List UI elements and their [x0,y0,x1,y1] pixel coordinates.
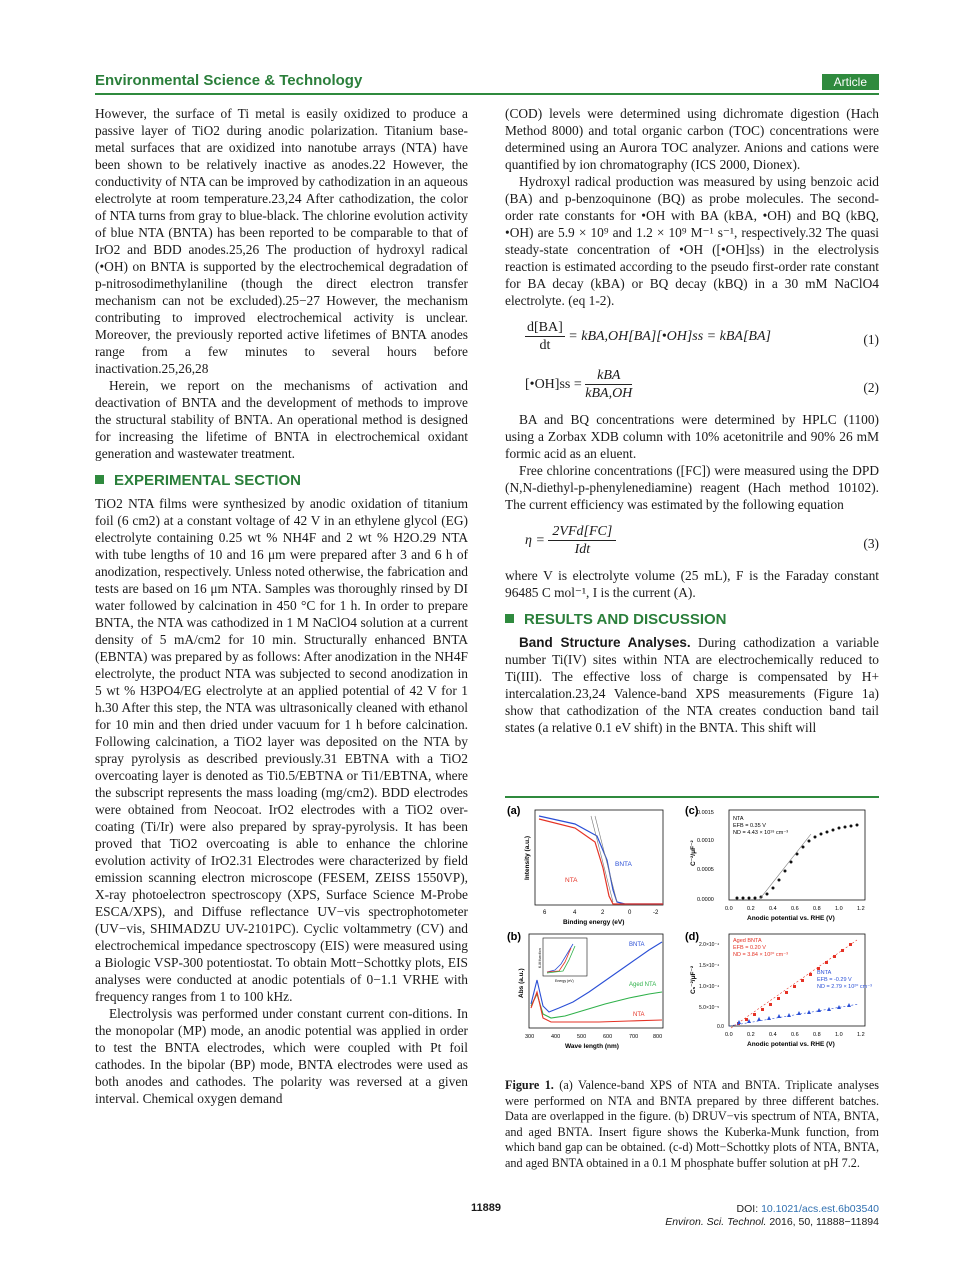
annotation: EFB = 0.35 V [733,823,766,829]
tick: 0.0000 [697,897,714,903]
tick: 0.6 [791,906,799,912]
tick: 0.6 [791,1032,799,1038]
equation-number: (2) [863,380,879,395]
citation-journal: Environ. Sci. Technol. [665,1216,767,1228]
tick: 1.0×10⁻⁴ [699,984,720,990]
doi-label: DOI: [736,1203,759,1215]
x-axis-label: Wave length (nm) [565,1043,619,1050]
annotation: EFB = -0.29 V [817,977,852,983]
eq2-numerator: kBA [585,367,632,385]
panel-b-label: (b) [507,931,522,943]
tick: 1.0 [835,1032,843,1038]
eq2-denominator: kBA,OH [585,386,633,401]
legend-nta: NTA [633,1012,645,1018]
tick: 0.4 [769,1032,777,1038]
tick: 0.8 [813,1032,821,1038]
figure-1 [505,800,879,1062]
paragraph: Electrolysis was performed under constant current con-ditions. In the monopolar (MP) mode, an anodic potential was applied in order to test the BNTA electrodes, which were coupled with Pt foil cathodes. In the bipolar (BP) mode, BNTA electrodes were used as both anodes and cathodes. The polarity was reversed at a given interval. Chemical oxygen demand [95,1006,468,1106]
annotation: NTA [733,816,744,822]
eq1-numerator: d[BA] [527,320,563,335]
right-column [505,105,879,736]
tick: 0.4 [769,906,777,912]
panel-d-label: (d) [685,931,700,943]
eq1-rhs: = kBA,OH[BA][•OH]ss = kBA[BA] [568,329,771,344]
left-column [95,105,468,1107]
eq2-lhs: [•OH]ss = [525,377,582,392]
caption-text: (a) Valence-band XPS of NTA and BNTA. Triplicate analyses were performed on NTA and BNTA prepared by three different batches. Data are overlapped in the figure. (b) DRUV−vis spectrum of NTA, BNTA, and aged BNTA. Insert figure shows the Kuberka-Munk function, from which band gap can be obtained. (c-d) Mott−Schottky plots of NTA, BNTA, and aged BNTA obtained in a 0.1 M phosphate buffer solution at pH 7.2. [505,1078,879,1170]
legend-aged: Aged NTA [629,982,657,988]
page-number: 11889 [471,1202,501,1214]
journal-name: Environmental Science & Technology [95,72,363,89]
equation-number: (1) [863,332,879,347]
panel-c [690,810,865,922]
y-axis-label: C⁻²/μF⁻² [690,840,697,866]
tick: 0.8 [813,906,821,912]
tick: 0.2 [747,906,755,912]
annotation: ND = 4.43 × 10¹⁹ cm⁻³ [733,830,789,836]
eq1-denominator: dt [539,338,551,353]
tick: 0 [628,910,632,916]
tick: 1.2 [857,906,865,912]
tick: 0.0 [717,1024,724,1030]
paragraph: (COD) levels were determined using dichromate digestion (Hach Method 8000) and total organic carbon (TOC) concentrations were determined using an Aurora TOC analyzer. Anions and cations were quantified by ion chromatography (ICS 2000, Dionex). [505,106,879,172]
panel-b [518,934,663,1050]
tick: 0.0010 [697,838,714,844]
annotation: ND = 2.79 × 10²⁰ cm⁻³ [817,984,872,990]
y-axis-label: Cₛ⁻²/μF⁻² [690,965,697,994]
equation-3 [505,519,879,561]
tick: 800 [653,1034,663,1040]
runin-heading: Band Structure Analyses. [519,635,691,650]
tick: 2 [601,910,605,916]
section-heading: EXPERIMENTAL SECTION [95,472,468,489]
eq3-denominator: Idt [574,542,591,557]
tick: 0.0 [725,1032,733,1038]
eq3-lhs: η = [525,533,545,548]
footer-citation [665,1203,879,1229]
annotation: ND = 3.84 × 10²⁰ cm⁻³ [733,952,788,958]
citation-rest: 2016, 50, 11888−11894 [769,1216,879,1228]
section-heading: RESULTS AND DISCUSSION [505,611,879,628]
figure-svg [505,800,879,1062]
annotation: BNTA [817,970,832,976]
tick: 500 [577,1034,587,1040]
inset-ylabel: K-M function [538,948,542,968]
tick: 2.0×10⁻⁴ [699,942,720,948]
tick: 300 [525,1034,535,1040]
paragraph: During cathodization a variable number Ti(IV) sites within NTA are electrochemically reduced to Ti(III). The effective loss of charge is compensated by H+ intercalation.23,24 Valence-band XPS measurements (Figure 1a) show that cathodization of the NTA creates conduction band tail states (a relative 0.1 eV shift) in the BNTA. This shift will [505,635,879,735]
caption-label: Figure 1. [505,1078,554,1092]
article-type-badge: Article [822,74,879,90]
x-axis-label: Binding energy (eV) [563,919,625,926]
eq3-numerator: 2VFd[FC] [548,523,616,541]
x-axis-label: Anodic potential vs. RHE (V) [747,1041,835,1048]
legend-nta: NTA [565,877,578,884]
equation-2 [505,363,879,405]
paragraph: Free chlorine concentrations ([FC]) were measured using the DPD (N,N-diethyl-p-phenylenediamine) reagent (Hach method 10102). The current efficiency was estimated by the following equation [505,463,879,512]
paragraph: where V is electrolyte volume (25 mL), F is the Faraday constant 96485 C mol⁻¹, I is the current (A). [505,568,879,600]
annotation: Aged BNTA [733,938,762,944]
tick: 700 [629,1034,639,1040]
x-axis-label: Anodic potential vs. RHE (V) [747,915,835,922]
tick: 5.0×10⁻⁵ [699,1005,720,1011]
tick: 1.5×10⁻⁴ [699,963,720,969]
equation-1 [505,315,879,357]
panel-d [690,934,872,1048]
panel-a-label: (a) [507,805,521,817]
paragraph: BA and BQ concentrations were determined by HPLC (1100) using a Zorbax XDB column with 10% acetonitrile and 90% 26 mM formic acid as an eluent. [505,412,879,461]
tick: 1.2 [857,1032,865,1038]
running-header [95,72,879,92]
equation-number: (3) [863,536,879,551]
paragraph: Hydroxyl radical production was measured by using benzoic acid (BA) and p-benzoquinone (BQ) as probe molecules. The second-order rate constants for •OH with BA (kBA, •OH) and BQ (kBQ, •OH) are 5.9 × 10⁹ and 1.2 × 10⁹ M⁻¹ s⁻¹, respectively.32 The quasi steady-state concentration of •OH ([•OH]ss) in the electrolysis reaction is estimated according to the pseudo first-order rate constant for BA decay (kBA) or BQ decay (kBQ) in a 30 mM NaClO4 electrolyte. (eq 1-2). [505,174,879,308]
tick: 0.0015 [697,810,714,816]
tick: 600 [603,1034,613,1040]
curve-nta [539,819,663,904]
paragraph: TiO2 NTA films were synthesized by anodic oxidation of titanium foil (6 cm2) at a constant voltage of 42 V in an ethylene glycol (EG) electrolyte containing 0.25 wt % NH4F and 2 wt % H2O.29 NTA with tube lengths of 10 and 16 μm were prepared after 3 and 6 h of anodization, respectively. Unless noted otherwise, the fabrication and tests are based on 16 μm NTA. Samples was thoroughly rinsed by DI water followed by calcination in 450 °C for 1 h. In order to prepare BNTA, the NTA was cathodized in 1 M NaClO4 solution at a current density of 5 mA/cm2 for 10 min. Structurally enhanced BNTA (EBNTA) was prepared by as follows: After anodization in the NH4F electrolyte, the product NTA was subjected to second anodization in 5 wt % H3PO4/EG electrolyte at an applied potential of 42 V for 1 h.30 After this step, the NTA was ultrasonically cleaned with ethanol for 10 min and then dried under vacuum for 1 h before calcination. Following calcination, a TiO2 layer was deposited on the NTA by spray pyrolysis as described previously.31 EBTNA with a TiO2 overcoating layer is denoted as Ti0.5/EBTNA or Ti1/EBTNA, where the subscript represents the mass loading (mg/cm2). BDD electrodes were obtained from Neocoat. IrO2 electrodes with a TiO2 over-coating (Ti/Ir) were also prepared by spray-pyrolysis. It has been proved that TiO2 overcoating is able to enhance the chlorine evolution activity of IrO2.31 Electrodes were characterized by field emission scanning electron microscope (FESEM, ZEISS 1550VP), X-ray photoelectron spectroscopy (XPS, Surface Science M-Probe ESCA/XPS), and Diffuse reflectance UV−vis spectrophotometer (UV−vis, SHIMADZU UV-2101PC). Cyclic voltammetry (CV) and electrochemical impedance spectroscopy (EIS) were measured using a Biologic VSP-300 potentiostat. To obtain Mott−Schottky plots, EIS analyses were conducted at anodic potentials of 0−1.1 VRHE with frequency ranges from 1 to 100 kHz. [95,496,468,1004]
tick: 1.0 [835,906,843,912]
figure-top-rule [505,796,879,798]
annotation: EFB = 0.20 V [733,945,766,951]
tick: 400 [551,1034,561,1040]
y-axis-label: Intensity (a.u.) [524,835,531,880]
y-axis-label: Abs (a.u.) [518,968,525,998]
paragraph: However, the surface of Ti metal is easily oxidized to produce a passive layer of TiO2 during anodic polarization. Titanium base-metal surfaces that are oxidized into nanotube arrays (NTA) have been shown to be relatively inactive as anodes.22 However, the conductivity of NTA can be improved by cathodization in an aqueous electrolyte at room temperature.23,24 After cathodization, the color of NTA turns from gray to blue-black. The chlorine evolution activity of blue NTA (BNTA) has been reported to be comparable to that of IrO2 and BDD anodes.25,26 The production of hydroxyl radical (•OH) on BNTA is supported by the electrochemical degradation of p-nitrosodimethylaniline (though the direct electron transfer mechanism can not be excluded).25−27 However, the mechanism contributing to improved electrochemical activity is unclear. Moreover, the previously reported active lifetimes of BNTA anodes range from a few minutes to several hours before inactivation.25,26,28 [95,106,468,376]
paragraph: Herein, we report on the mechanisms of activation and deactivation of BNTA and the development of methods to improve the structural stability of BNTA. An operational method is designed for increasing the lifetime of BNTA in electrochemical oxidant generation and wastewater treatment. [95,378,468,461]
figure-caption [505,1078,879,1171]
tick: -2 [653,910,659,916]
legend-bnta: BNTA [615,861,632,868]
legend-bnta: BNTA [629,942,645,948]
tick: 0.0 [725,906,733,912]
panel-c-label: (c) [685,805,699,817]
inset-xlabel: Energy (eV) [555,979,574,983]
tick: 0.2 [747,1032,755,1038]
tick: 6 [543,910,547,916]
header-rule [95,93,879,95]
panel-a [524,810,663,926]
tick: 4 [573,910,577,916]
tick: 0.0005 [697,867,714,873]
doi-link[interactable]: 10.1021/acs.est.6b03540 [761,1203,879,1215]
